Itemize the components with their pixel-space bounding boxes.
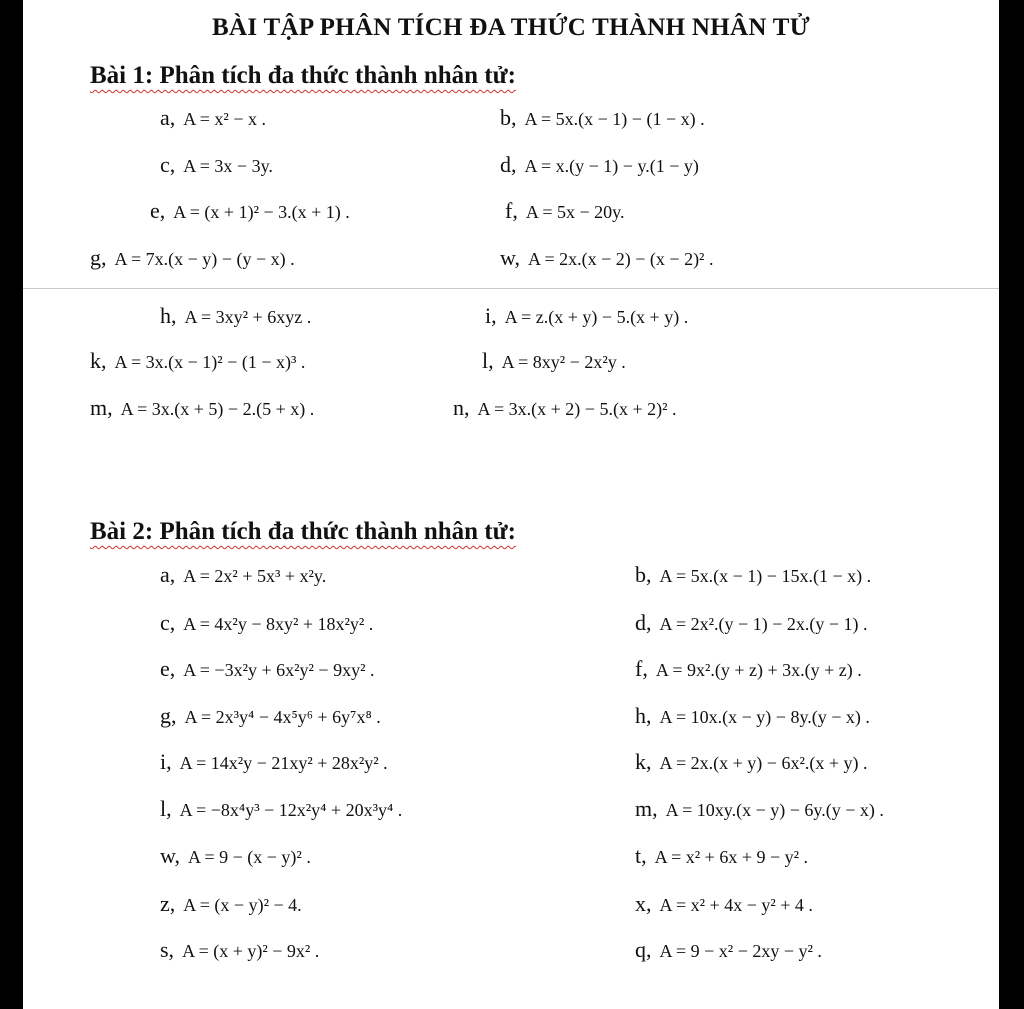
- page-title: BÀI TẬP PHÂN TÍCH ĐA THỨC THÀNH NHÂN TỬ: [212, 14, 810, 41]
- exercise-item: w, A = 2x.(x − 2) − (x − 2)² .: [500, 245, 714, 270]
- exercise-item: a, A = 2x² + 5x³ + x²y.: [160, 562, 327, 587]
- exercise-item: g, A = 2x³y⁴ − 4x⁵y⁶ + 6y⁷x⁸ .: [160, 703, 381, 728]
- exercise-item: n, A = 3x.(x + 2) − 5.(x + 2)² .: [453, 395, 677, 420]
- exercise-item: k, A = 2x.(x + y) − 6x².(x + y) .: [635, 749, 868, 774]
- exercise-item: c, A = 3x − 3y.: [160, 152, 273, 177]
- exercise-item: t, A = x² + 6x + 9 − y² .: [635, 843, 809, 868]
- exercise-item: i, A = z.(x + y) − 5.(x + y) .: [485, 303, 689, 328]
- exercise-item: c, A = 4x²y − 8xy² + 18x²y² .: [160, 610, 374, 635]
- exercise-item: l, A = 8xy² − 2x²y .: [482, 348, 626, 373]
- exercise-item: k, A = 3x.(x − 1)² − (1 − x)³ .: [90, 348, 306, 373]
- exercise-item: h, A = 10x.(x − y) − 8y.(y − x) .: [635, 703, 870, 728]
- exercise-item: m, A = 10xy.(x − y) − 6y.(y − x) .: [635, 796, 884, 821]
- exercise-item: s, A = (x + y)² − 9x² .: [160, 937, 320, 962]
- exercise-item: f, A = 9x².(y + z) + 3x.(y + z) .: [635, 656, 862, 681]
- exercise-item: a, A = x² − x .: [160, 105, 266, 130]
- exercise-item: b, A = 5x.(x − 1) − 15x.(1 − x) .: [635, 562, 872, 587]
- exercise-item: e, A = (x + 1)² − 3.(x + 1) .: [150, 198, 350, 223]
- exercise-item: w, A = 9 − (x − y)² .: [160, 843, 311, 868]
- exercise-item: g, A = 7x.(x − y) − (y − x) .: [90, 245, 295, 270]
- page-divider: [23, 288, 999, 289]
- document-page: [23, 0, 999, 1009]
- exercise-item: m, A = 3x.(x + 5) − 2.(5 + x) .: [90, 395, 315, 420]
- exercise-item: q, A = 9 − x² − 2xy − y² .: [635, 937, 822, 962]
- exercise-item: i, A = 14x²y − 21xy² + 28x²y² .: [160, 749, 388, 774]
- exercise-item: x, A = x² + 4x − y² + 4 .: [635, 891, 813, 916]
- exercise-item: e, A = −3x²y + 6x²y² − 9xy² .: [160, 656, 375, 681]
- section1-heading: Bài 1: Phân tích đa thức thành nhân tử:: [90, 62, 516, 89]
- exercise-item: h, A = 3xy² + 6xyz .: [160, 303, 312, 328]
- section2-heading: Bài 2: Phân tích đa thức thành nhân tử:: [90, 518, 516, 545]
- exercise-item: z, A = (x − y)² − 4.: [160, 891, 302, 916]
- exercise-item: b, A = 5x.(x − 1) − (1 − x) .: [500, 105, 705, 130]
- exercise-item: d, A = x.(y − 1) − y.(1 − y): [500, 152, 699, 177]
- exercise-item: l, A = −8x⁴y³ − 12x²y⁴ + 20x³y⁴ .: [160, 796, 403, 821]
- exercise-item: d, A = 2x².(y − 1) − 2x.(y − 1) .: [635, 610, 868, 635]
- exercise-item: f, A = 5x − 20y.: [505, 198, 625, 223]
